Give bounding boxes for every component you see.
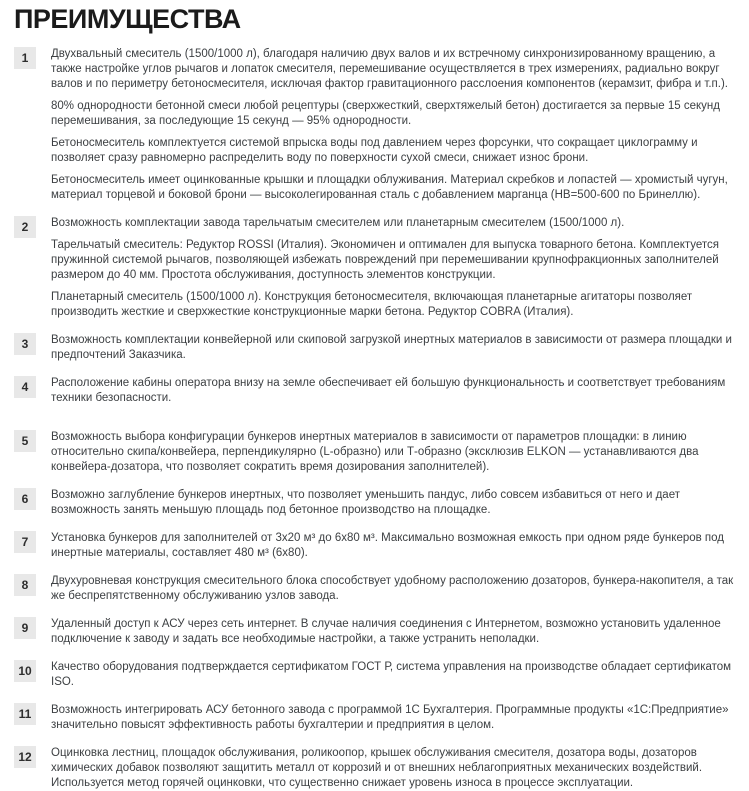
item-paragraph: Расположение кабины оператора внизу на земле обеспечивает ей большую функциональность и соответствует требованиям техники безопасности.	[51, 377, 726, 404]
item-number-badge: 5	[14, 430, 36, 452]
item-paragraphs	[36, 216, 735, 320]
item-paragraphs	[36, 703, 735, 733]
item-paragraph: Возможность комплектации завода тарельчатым смесителем или планетарным смесителем (1500/1000 л).	[51, 217, 625, 229]
item-paragraph: Бетоносмеситель имеет оцинкованные крышки и площадки облуживания. Материал скребков и лопастей — хромистый чугун, материал торцевой и боковой брони — высоколегированная сталь с добавлением марганца (НВ=500-600 по Бринеллю).	[51, 174, 728, 201]
item-number-badge: 6	[14, 488, 36, 510]
item-paragraph: Возможно заглубление бункеров инертных, что позволяет уменьшить пандус, либо совсем избавиться от него и дает возможность занять меньшую площадь под бетонное производство на площадке.	[51, 489, 680, 516]
advantage-item	[14, 574, 735, 604]
item-number-badge: 2	[14, 216, 36, 238]
item-paragraphs	[36, 660, 735, 690]
item-paragraph: Возможность интегрировать АСУ бетонного завода с программой 1С Бухгалтерия. Программные продукты «1С:Предприятие» значительно повысят эффективность работы бухгалтерии и предприятия в целом.	[51, 704, 729, 731]
item-number-badge: 4	[14, 376, 36, 398]
item-paragraph: Бетоносмеситель комплектуется системой впрыска воды под давлением через форсунки, что сокращает циклограмму и позволяет сразу равномерно распределить воду по поверхности сухой смеси, снижает износ брони.	[51, 137, 698, 164]
item-number-badge: 3	[14, 333, 36, 355]
item-paragraphs	[36, 47, 735, 203]
advantage-item	[14, 703, 735, 733]
item-paragraph: Двухвальный смеситель (1500/1000 л), благодаря наличию двух валов и их встречному синхронизированному вращению, а также настройке углов рычагов и лопаток смесителя, перемешивание осуществляется в трех измерениях, радиально вокруг валов и по периметру бетоносмесителя, исключая фактор гравитационного расслоения компонентов (керамзит, фибра и т.п.).	[51, 48, 728, 90]
item-paragraphs	[36, 488, 735, 518]
item-paragraph: Тарельчатый смеситель: Редуктор ROSSI (Италия). Экономичен и оптимален для выпуска товарного бетона. Комплектуется пружинной системой рычагов, позволяющей избежать повреждений при перемешивании крупнофракционных заполнителей размером до 40 мм. Простота обслуживания, доступность элементов конструкции.	[51, 239, 720, 281]
advantages-list	[14, 47, 735, 791]
item-paragraph: Оцинковка лестниц, площадок обслуживания, роликоопор, крышек обслуживания смесителя, дозатора воды, дозаторов химических добавок позволяют защитить металл от коррозий и от внешних неблагоприятных механических воздействий. Используется метод горячей оцинковки, что существенно снижает уровень износа в процессе эксплуатации.	[51, 747, 703, 789]
item-paragraph: Качество оборудования подтверждается сертификатом ГОСТ Р, система управления на производстве обладает сертификатом ISO.	[51, 661, 732, 688]
item-paragraphs	[36, 617, 735, 647]
item-number-badge: 11	[14, 703, 36, 725]
page-title: ПРЕИМУЩЕСТВА	[14, 4, 241, 34]
item-number-badge: 8	[14, 574, 36, 596]
item-number-badge: 7	[14, 531, 36, 553]
item-number-badge: 1	[14, 47, 36, 69]
item-paragraphs	[36, 746, 735, 791]
item-number-badge: 10	[14, 660, 36, 682]
advantage-item	[14, 216, 735, 320]
advantage-item	[14, 531, 735, 561]
item-number-badge: 9	[14, 617, 36, 639]
item-paragraph: 80% однородности бетонной смеси любой рецептуры (сверхжесткий, сверхтяжелый бетон) достигается за первые 15 секунд перемешивания, за последующие 15 секунд — 95% однородности.	[51, 100, 720, 127]
item-paragraphs	[36, 333, 735, 363]
item-paragraph: Установка бункеров для заполнителей от 3х20 м³ до 6х80 м³. Максимально возможная емкость при одном ряде бункеров под инертные материалы, составляет 480 м³ (6х80).	[51, 532, 725, 559]
advantage-item	[14, 376, 735, 406]
advantage-item	[14, 430, 735, 475]
item-paragraphs	[36, 376, 735, 406]
advantage-item	[14, 333, 735, 363]
advantage-item	[14, 47, 735, 203]
item-paragraphs	[36, 574, 735, 604]
item-number-badge: 12	[14, 746, 36, 768]
item-paragraph: Удаленный доступ к АСУ через сеть интернет. В случае наличия соединения с Интернетом, возможно установить удаленное подключение к заводу и задать все необходимые настройки, а также устранить неполадки.	[51, 618, 721, 645]
item-paragraph: Возможность комплектации конвейерной или скиповой загрузкой инертных материалов в зависимости от размера площадки и предпочтений Заказчика.	[51, 334, 732, 361]
advantage-item	[14, 617, 735, 647]
item-paragraph: Возможность выбора конфигурации бункеров инертных материалов в зависимости от параметров площадки: в линию относительно скипа/конвейера, перпендикулярно (L-образно) или Т-образно (эксклюзив ELKON — устанавливаются два конвейера-дозатора, что позволяет сократить время дозирования заполнителей).	[51, 431, 699, 473]
advantage-item	[14, 488, 735, 518]
item-paragraph: Планетарный смеситель (1500/1000 л). Конструкция бетоносмесителя, включающая планетарные агитаторы позволяет производить жесткие и сверхжесткие конструкционные марки бетона. Редуктор COBRA (Италия).	[51, 291, 693, 318]
item-paragraphs	[36, 531, 735, 561]
item-paragraphs	[36, 430, 735, 475]
advantage-item	[14, 660, 735, 690]
item-paragraph: Двухуровневая конструкция смесительного блока способствует удобному расположению дозаторов, бункера-накопителя, а так же беспрепятственному обслуживанию узлов завода.	[51, 575, 734, 602]
advantage-item	[14, 746, 735, 791]
